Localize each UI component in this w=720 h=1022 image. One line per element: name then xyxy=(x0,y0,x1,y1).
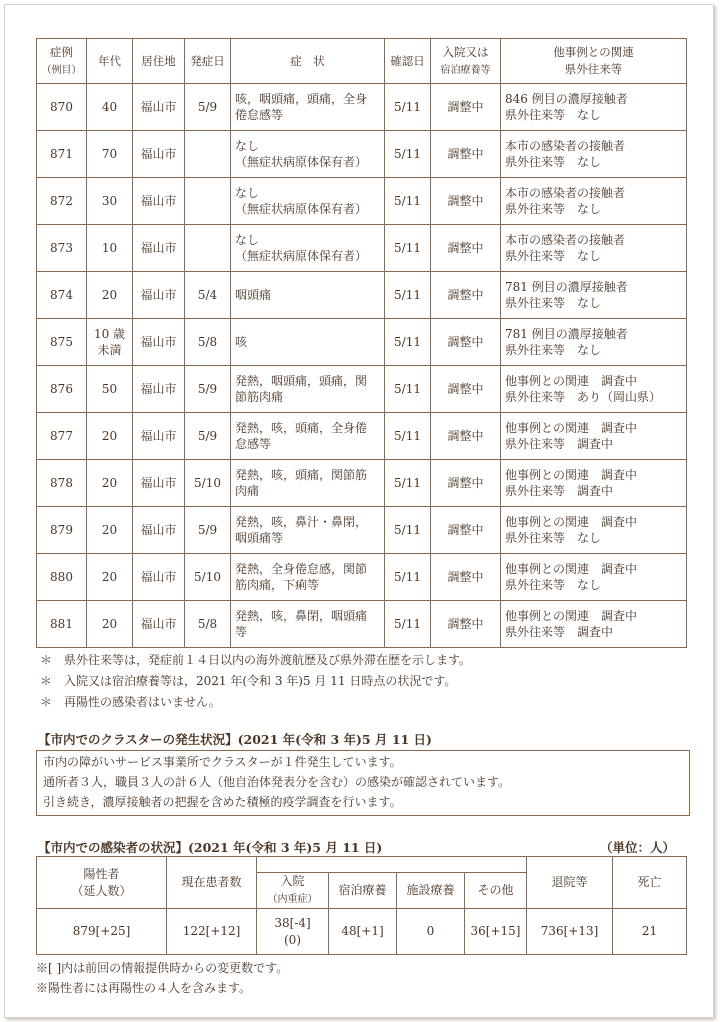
case-onset: 5/8 xyxy=(185,319,231,366)
case-city: 福山市 xyxy=(133,366,185,413)
case-table-body xyxy=(37,84,687,648)
case-id: 877 xyxy=(37,413,87,460)
case-symptoms: 咳，咽頭痛，頭痛，全身 倦怠感等 xyxy=(231,84,385,131)
case-age: 20 xyxy=(87,507,133,554)
case-city: 福山市 xyxy=(133,84,185,131)
case-status: 調整中 xyxy=(431,225,501,272)
case-relation: 本市の感染者の接触者 県外往来等 なし xyxy=(501,131,687,178)
case-status: 調整中 xyxy=(431,131,501,178)
footnote-line: ※[ ]内は前回の情報提供時からの変更数です。 xyxy=(36,961,289,975)
cluster-title: 【市内でのクラスターの発生状況】(2021 年(令和 3 年)5 月 11 日) xyxy=(38,732,432,747)
case-city: 福山市 xyxy=(133,225,185,272)
value-positive: 879[+25] xyxy=(37,909,167,955)
case-age: 30 xyxy=(87,178,133,225)
case-onset: 5/4 xyxy=(185,272,231,319)
unit-label: （単位：人） xyxy=(600,840,676,855)
status-header-positive: 陽性者 （延人数） xyxy=(37,857,167,909)
case-onset: 5/8 xyxy=(185,601,231,648)
case-onset xyxy=(185,131,231,178)
footnote-line: ※陽性者には再陽性の４人を含みます。 xyxy=(36,981,252,995)
footnotes xyxy=(36,958,288,998)
case-city: 福山市 xyxy=(133,460,185,507)
value-hotel: 48[+1] xyxy=(329,909,397,955)
status-header-death: 死亡 xyxy=(613,857,687,909)
case-status: 調整中 xyxy=(431,366,501,413)
case-row xyxy=(37,601,687,648)
case-relation: 本市の感染者の接触者 県外往来等 なし xyxy=(501,225,687,272)
case-age: 50 xyxy=(87,366,133,413)
case-age: 10 歳 未満 xyxy=(87,319,133,366)
case-status: 調整中 xyxy=(431,319,501,366)
case-relation: 他事例との関連 調査中 県外往来等 調査中 xyxy=(501,413,687,460)
case-row xyxy=(37,319,687,366)
cluster-box xyxy=(36,750,690,816)
case-id: 878 xyxy=(37,460,87,507)
case-relation: 781 例目の濃厚接触者 県外往来等 なし xyxy=(501,319,687,366)
case-city: 福山市 xyxy=(133,272,185,319)
case-confirm-date: 5/11 xyxy=(385,178,431,225)
case-relation: 他事例との関連 調査中 県外往来等 なし xyxy=(501,554,687,601)
case-relation: 他事例との関連 調査中 県外往来等 なし xyxy=(501,507,687,554)
case-onset: 5/10 xyxy=(185,554,231,601)
case-notes xyxy=(40,650,471,713)
case-table xyxy=(36,38,687,648)
case-confirm-date: 5/11 xyxy=(385,507,431,554)
case-confirm-date: 5/11 xyxy=(385,554,431,601)
case-age: 20 xyxy=(87,601,133,648)
case-row xyxy=(37,178,687,225)
case-id: 876 xyxy=(37,366,87,413)
case-age: 70 xyxy=(87,131,133,178)
value-discharged: 736[+13] xyxy=(527,909,613,955)
case-confirm-date: 5/11 xyxy=(385,225,431,272)
value-other: 36[+15] xyxy=(465,909,527,955)
status-table xyxy=(36,856,687,955)
value-hospital: 38[-4] (0) xyxy=(257,909,329,955)
case-id: 873 xyxy=(37,225,87,272)
case-row xyxy=(37,507,687,554)
case-confirm-date: 5/11 xyxy=(385,366,431,413)
case-row xyxy=(37,272,687,319)
case-onset: 5/9 xyxy=(185,84,231,131)
case-status: 調整中 xyxy=(431,554,501,601)
case-city: 福山市 xyxy=(133,554,185,601)
cluster-line: 引き続き，濃厚接触者の把握を含めた積極的疫学調査を行います。 xyxy=(43,795,402,809)
case-city: 福山市 xyxy=(133,319,185,366)
case-relation: 本市の感染者の接触者 県外往来等 なし xyxy=(501,178,687,225)
case-symptoms: なし （無症状病原体保有者） xyxy=(231,131,385,178)
case-status: 調整中 xyxy=(431,460,501,507)
case-row xyxy=(37,225,687,272)
case-id: 870 xyxy=(37,84,87,131)
case-relation: 781 例目の濃厚接触者 県外往来等 なし xyxy=(501,272,687,319)
case-id: 881 xyxy=(37,601,87,648)
status-values-row xyxy=(37,909,687,955)
case-id: 880 xyxy=(37,554,87,601)
case-status: 調整中 xyxy=(431,178,501,225)
value-facility: 0 xyxy=(397,909,465,955)
case-status: 調整中 xyxy=(431,84,501,131)
value-current: 122[+12] xyxy=(167,909,257,955)
case-city: 福山市 xyxy=(133,507,185,554)
case-city: 福山市 xyxy=(133,178,185,225)
case-id: 879 xyxy=(37,507,87,554)
case-id: 872 xyxy=(37,178,87,225)
case-age: 10 xyxy=(87,225,133,272)
case-row xyxy=(37,554,687,601)
case-symptoms: 咳 xyxy=(231,319,385,366)
case-symptoms: 発熱，全身倦怠感，関節 筋肉痛，下痢等 xyxy=(231,554,385,601)
header-case: 症例 （例目） xyxy=(37,39,87,84)
case-city: 福山市 xyxy=(133,131,185,178)
case-confirm-date: 5/11 xyxy=(385,319,431,366)
case-relation: 846 例目の濃厚接触者 県外往来等 なし xyxy=(501,84,687,131)
case-status: 調整中 xyxy=(431,272,501,319)
case-id: 874 xyxy=(37,272,87,319)
note-line: ＊ 再陽性の感染者はいません。 xyxy=(40,695,221,709)
header-confirm: 確認日 xyxy=(385,39,431,84)
case-confirm-date: 5/11 xyxy=(385,131,431,178)
case-city: 福山市 xyxy=(133,413,185,460)
case-age: 20 xyxy=(87,460,133,507)
case-onset: 5/10 xyxy=(185,460,231,507)
case-age: 20 xyxy=(87,413,133,460)
status-header-other: その他 xyxy=(465,873,527,909)
case-symptoms: 発熱，咳，鼻閉，咽頭痛 等 xyxy=(231,601,385,648)
status-title: 【市内での感染者の状況】(2021 年(令和 3 年)5 月 11 日) xyxy=(38,840,383,855)
case-onset: 5/9 xyxy=(185,413,231,460)
case-symptoms: 咽頭痛 xyxy=(231,272,385,319)
case-status: 調整中 xyxy=(431,507,501,554)
case-confirm-date: 5/11 xyxy=(385,413,431,460)
case-symptoms: 発熱，咳，鼻汁・鼻閉， 咽頭痛等 xyxy=(231,507,385,554)
status-header-hospital: 入院 （内重症） xyxy=(257,873,329,909)
case-id: 875 xyxy=(37,319,87,366)
header-age: 年代 xyxy=(87,39,133,84)
case-age: 20 xyxy=(87,554,133,601)
case-onset xyxy=(185,178,231,225)
case-row xyxy=(37,460,687,507)
case-relation: 他事例との関連 調査中 県外往来等 あり（岡山県） xyxy=(501,366,687,413)
case-age: 40 xyxy=(87,84,133,131)
status-header-spacer xyxy=(257,857,527,873)
cluster-line: 市内の障がいサービス事業所でクラスターが１件発生しています。 xyxy=(43,755,402,769)
case-id: 871 xyxy=(37,131,87,178)
case-status: 調整中 xyxy=(431,413,501,460)
case-confirm-date: 5/11 xyxy=(385,272,431,319)
case-row xyxy=(37,413,687,460)
case-confirm-date: 5/11 xyxy=(385,84,431,131)
case-onset: 5/9 xyxy=(185,366,231,413)
case-symptoms: 発熱，咽頭痛，頭痛，関 節筋肉痛 xyxy=(231,366,385,413)
cluster-line: 通所者３人，職員３人の計６人（他自治体発表分を含む）の感染が確認されています。 xyxy=(43,775,511,789)
note-line: ＊ 県外往来等は，発症前１４日以内の海外渡航歴及び県外滞在歴を示します。 xyxy=(40,653,472,667)
header-relation: 他事例との関連 県外往来等 xyxy=(501,39,687,84)
case-row xyxy=(37,84,687,131)
case-table-header xyxy=(37,39,687,84)
case-status: 調整中 xyxy=(431,601,501,648)
value-death: 21 xyxy=(613,909,687,955)
status-header-hotel: 宿泊療養 xyxy=(329,873,397,909)
header-city: 居住地 xyxy=(133,39,185,84)
case-symptoms: なし （無症状病原体保有者） xyxy=(231,178,385,225)
case-row xyxy=(37,131,687,178)
case-confirm-date: 5/11 xyxy=(385,601,431,648)
note-line: ＊ 入院又は宿泊療養等は，2021 年(令和 3 年)5 月 11 日時点の状況です。 xyxy=(40,674,457,688)
case-onset: 5/9 xyxy=(185,507,231,554)
header-hospital: 入院又は 宿泊療養等 xyxy=(431,39,501,84)
case-symptoms: 発熱，咳，頭痛，関節筋 肉痛 xyxy=(231,460,385,507)
status-header-facility: 施設療養 xyxy=(397,873,465,909)
case-relation: 他事例との関連 調査中 県外往来等 調査中 xyxy=(501,601,687,648)
case-confirm-date: 5/11 xyxy=(385,460,431,507)
status-header-discharged: 退院等 xyxy=(527,857,613,909)
case-onset xyxy=(185,225,231,272)
header-onset: 発症日 xyxy=(185,39,231,84)
header-symptoms: 症 状 xyxy=(231,39,385,84)
status-header-current: 現在患者数 xyxy=(167,857,257,909)
case-city: 福山市 xyxy=(133,601,185,648)
case-row xyxy=(37,366,687,413)
case-age: 20 xyxy=(87,272,133,319)
case-relation: 他事例との関連 調査中 県外往来等 調査中 xyxy=(501,460,687,507)
case-symptoms: 発熱，咳，頭痛，全身倦 怠感等 xyxy=(231,413,385,460)
case-symptoms: なし （無症状病原体保有者） xyxy=(231,225,385,272)
